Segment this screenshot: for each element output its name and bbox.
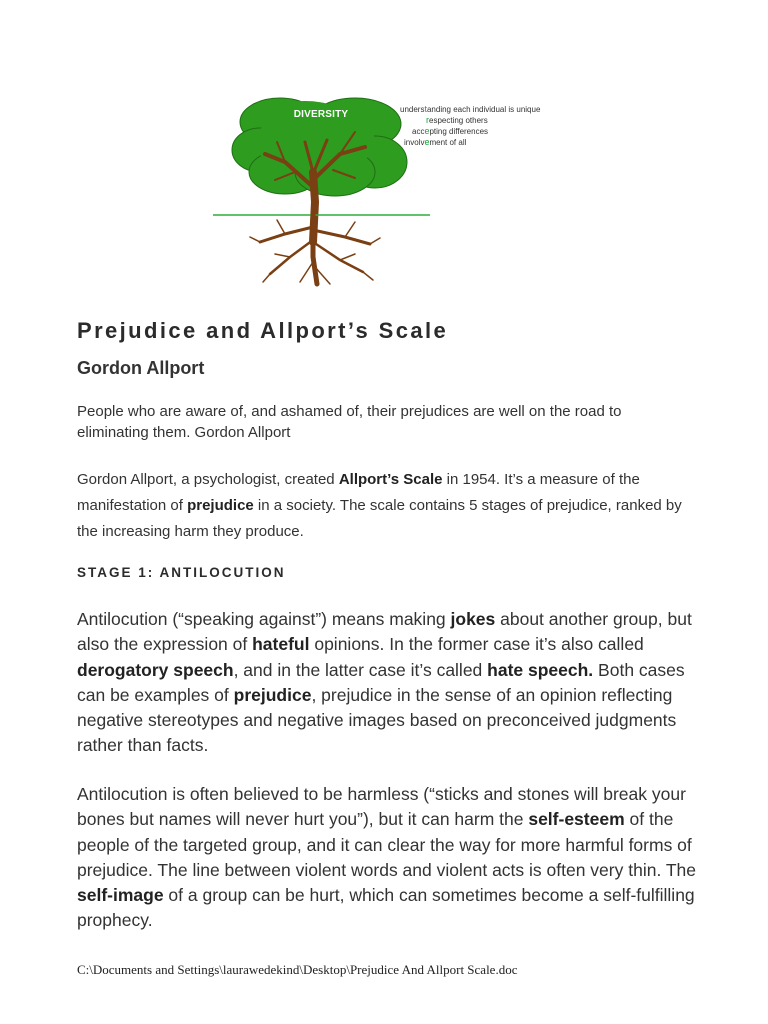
body-bold: prejudice [233,684,312,705]
intro-bold: prejudice [187,497,254,514]
diversity-tree-illustration [205,92,565,292]
intro-text: in a society. The scale contains 5 stages of prejudice, ranked by the increasing harm they produce. [77,497,682,540]
body-text: , and in the latter case it’s called [233,659,488,680]
antilocution-paragraph-1 [77,607,697,759]
tree-acrostic [400,104,540,148]
intro-paragraph [77,467,697,545]
acrostic-text: unders [400,105,425,114]
acrostic-letter: r [426,115,429,125]
antilocution-paragraph-2 [77,782,697,934]
file-path-footer: C:\Documents and Settings\laurawedekind\Desktop\Prejudice And Allport Scale.doc [77,962,518,977]
acrostic-text: ment of all [429,138,467,147]
intro-text: in 1954. It’s a measure of the manifestation of [77,471,640,514]
body-bold: derogatory speech [77,659,234,680]
intro-bold: Allport’s Scale [338,471,443,488]
acrostic-line [400,104,540,115]
acrostic-text: pting differences [429,127,489,136]
stage-heading: STAGE 1: ANTILOCUTION [77,565,286,580]
body-text: Antilocution is often believed to be harmless (“sticks and stones will break your bones but names will never hurt you”), but it can harm the [77,784,686,830]
opening-quote: People who are aware of, and ashamed of, their prejudices are well on the road to eliminating them. Gordon Allport [77,403,622,441]
body-text: Antilocution (“speaking against”) means making [77,609,451,629]
document-subtitle: Gordon Allport [77,358,205,378]
acrostic-letter: e [424,137,430,147]
body-bold: hateful [252,634,310,655]
body-bold: self-image [77,885,164,906]
body-text: , prejudice in the sense of an opinion reflecting negative stereotypes and negative images based on preconceived judgments rather than facts. [77,684,677,756]
acrostic-line [404,137,540,148]
acrostic-text: especting others [429,116,488,125]
document-title: Prejudice and Allport’s Scale [77,318,449,343]
body-text: of a group can be hurt, which can sometimes become a self-fulfilling prophecy. [77,885,695,931]
acrostic-letter: e [424,126,430,136]
body-text: about another group, but also the expression of [77,609,692,655]
body-bold: self-esteem [528,809,625,830]
body-text: opinions. In the former case it’s also called [309,634,644,655]
acrostic-text: anding each individual is unique [426,105,541,114]
acrostic-text: acc [412,127,425,136]
body-text: of the people of the targeted group, and it can clear the way for more harmful forms of prejudice. The line between violent words and violent acts is often very thin. The [77,809,697,880]
acrostic-line [412,126,540,137]
body-bold: jokes [450,609,496,629]
acrostic-text: involv [404,138,425,147]
tree-label: DIVERSITY [293,109,349,120]
tree-roots [250,215,380,284]
acrostic-line [426,115,540,126]
acrostic-letter: t [424,104,427,114]
body-bold: hate speech. [487,659,594,680]
body-text: Both cases can be examples of [77,659,685,705]
intro-text: Gordon Allport, a psychologist, created [77,471,339,488]
